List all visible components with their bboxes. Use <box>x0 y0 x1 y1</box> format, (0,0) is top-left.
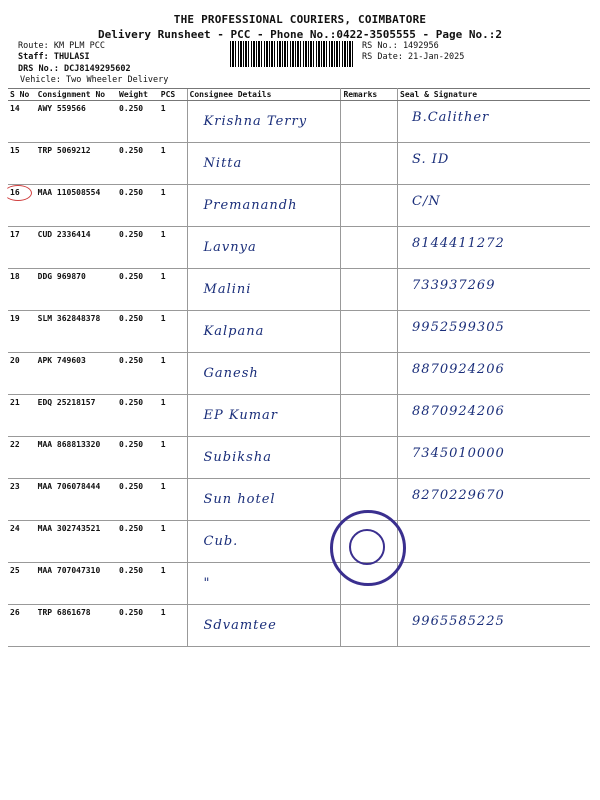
table-header-row <box>8 89 590 101</box>
row-remarks <box>341 395 398 437</box>
row-pcs: 1 <box>159 437 187 479</box>
row-signature <box>398 353 590 395</box>
handwritten-name: Sun hotel <box>203 492 276 507</box>
row-pcs: 1 <box>159 521 187 563</box>
handwritten-signature: 9965585225 <box>412 614 505 629</box>
row-pcs: 1 <box>159 311 187 353</box>
seal-inner-ring <box>349 529 385 565</box>
row-pcs: 1 <box>159 563 187 605</box>
row-remarks <box>341 101 398 143</box>
row-signature <box>398 185 590 227</box>
table-row <box>8 269 590 311</box>
row-consignee <box>187 437 341 479</box>
row-consignment: MAA 868813320 <box>36 437 117 479</box>
header-consignee: Consignee Details <box>187 89 341 101</box>
row-signature <box>398 101 590 143</box>
row-pcs: 1 <box>159 227 187 269</box>
handwritten-name: EP Kumar <box>203 408 278 423</box>
row-consignee <box>187 311 341 353</box>
row-weight: 0.250 <box>117 353 159 395</box>
barcode <box>230 41 355 67</box>
handwritten-name: Subiksha <box>203 450 272 465</box>
red-circle-mark <box>4 185 32 201</box>
row-sno: 26 <box>8 605 36 647</box>
row-consignee <box>187 395 341 437</box>
row-weight: 0.250 <box>117 101 159 143</box>
row-sno: 19 <box>8 311 36 353</box>
row-sno: 23 <box>8 479 36 521</box>
handwritten-signature: 9952599305 <box>412 320 505 335</box>
row-weight: 0.250 <box>117 143 159 185</box>
row-consignee <box>187 605 341 647</box>
row-consignment: AWY 559566 <box>36 101 117 143</box>
row-sno: 25 <box>8 563 36 605</box>
row-consignee <box>187 353 341 395</box>
row-consignment: SLM 362848378 <box>36 311 117 353</box>
row-weight: 0.250 <box>117 521 159 563</box>
row-sno: 15 <box>8 143 36 185</box>
handwritten-name: Malini <box>203 282 252 297</box>
row-consignment: TRP 6861678 <box>36 605 117 647</box>
row-signature <box>398 563 590 605</box>
company-title: THE PROFESSIONAL COURIERS, COIMBATORE <box>173 13 427 26</box>
runsheet-table <box>8 88 590 647</box>
table-row <box>8 479 590 521</box>
handwritten-name: Kalpana <box>203 324 265 339</box>
row-signature <box>398 227 590 269</box>
row-consignee <box>187 143 341 185</box>
row-weight: 0.250 <box>117 563 159 605</box>
row-sno: 18 <box>8 269 36 311</box>
row-signature <box>398 269 590 311</box>
row-sno: 16 <box>8 185 36 227</box>
row-remarks <box>341 227 398 269</box>
row-consignee <box>187 101 341 143</box>
header-pcs: PCS <box>159 89 187 101</box>
row-weight: 0.250 <box>117 185 159 227</box>
table-row <box>8 143 590 185</box>
table-row <box>8 101 590 143</box>
row-remarks <box>341 437 398 479</box>
table-row <box>8 605 590 647</box>
row-pcs: 1 <box>159 101 187 143</box>
vehicle: Vehicle: Two Wheeler Delivery <box>20 75 169 85</box>
row-consignment: CUD 2336414 <box>36 227 117 269</box>
row-signature <box>398 143 590 185</box>
handwritten-name: Ganesh <box>203 366 259 381</box>
handwritten-name: Nitta <box>203 156 243 171</box>
row-consignee <box>187 227 341 269</box>
row-pcs: 1 <box>159 353 187 395</box>
table-row <box>8 563 590 605</box>
staff: Staff: THULASI <box>18 52 90 62</box>
row-pcs: 1 <box>159 395 187 437</box>
handwritten-signature: 8870924206 <box>412 404 505 419</box>
route: Route: KM PLM PCC <box>18 41 105 51</box>
handwritten-name: Lavnya <box>203 240 257 255</box>
row-sno: 17 <box>8 227 36 269</box>
header-signature: Seal & Signature <box>398 89 590 101</box>
row-pcs: 1 <box>159 143 187 185</box>
table-row <box>8 185 590 227</box>
table-row <box>8 437 590 479</box>
row-pcs: 1 <box>159 605 187 647</box>
row-weight: 0.250 <box>117 437 159 479</box>
handwritten-name: Cub. <box>203 534 239 549</box>
row-remarks <box>341 143 398 185</box>
row-weight: 0.250 <box>117 227 159 269</box>
row-weight: 0.250 <box>117 269 159 311</box>
row-signature <box>398 521 590 563</box>
row-consignee <box>187 269 341 311</box>
runsheet-title: Delivery Runsheet - PCC - Phone No.:0422-3505555 - Page No.:2 <box>98 28 502 41</box>
row-pcs: 1 <box>159 269 187 311</box>
row-consignment: APK 749603 <box>36 353 117 395</box>
row-remarks <box>341 605 398 647</box>
row-consignment: MAA 706078444 <box>36 479 117 521</box>
handwritten-signature: B.Calither <box>412 110 490 125</box>
row-consignment: EDQ 25218157 <box>36 395 117 437</box>
bank-seal-stamp <box>330 510 406 586</box>
handwritten-name: Krishna Terry <box>203 114 308 129</box>
rs-number: RS No.: 1492956 <box>362 41 439 51</box>
handwritten-signature: S. ID <box>412 152 450 167</box>
row-sno: 21 <box>8 395 36 437</box>
table-row <box>8 521 590 563</box>
table-row <box>8 311 590 353</box>
handwritten-name: Sdvamtee <box>203 618 277 633</box>
row-consignment: MAA 707047310 <box>36 563 117 605</box>
row-remarks <box>341 185 398 227</box>
handwritten-signature: 8270229670 <box>412 488 505 503</box>
handwritten-name: Premanandh <box>203 198 298 213</box>
row-signature <box>398 311 590 353</box>
rs-date: RS Date: 21-Jan-2025 <box>362 52 465 62</box>
header-remarks: Remarks <box>341 89 398 101</box>
header-weight: Weight <box>117 89 159 101</box>
row-sno: 20 <box>8 353 36 395</box>
row-sno: 24 <box>8 521 36 563</box>
row-consignee <box>187 185 341 227</box>
row-consignee <box>187 563 341 605</box>
row-consignment: MAA 110508554 <box>36 185 117 227</box>
row-remarks <box>341 353 398 395</box>
row-consignment: DDG 969870 <box>36 269 117 311</box>
handwritten-signature: C/N <box>412 194 441 209</box>
handwritten-signature: 8870924206 <box>412 362 505 377</box>
row-remarks <box>341 269 398 311</box>
row-weight: 0.250 <box>117 479 159 521</box>
header-consignment: Consignment No <box>36 89 117 101</box>
handwritten-signature: 733937269 <box>412 278 496 293</box>
row-sno: 14 <box>8 101 36 143</box>
row-pcs: 1 <box>159 479 187 521</box>
row-weight: 0.250 <box>117 605 159 647</box>
row-signature <box>398 395 590 437</box>
row-consignment: MAA 302743521 <box>36 521 117 563</box>
table-row <box>8 353 590 395</box>
row-signature <box>398 605 590 647</box>
row-weight: 0.250 <box>117 311 159 353</box>
table-row <box>8 395 590 437</box>
row-consignee <box>187 479 341 521</box>
drs-number: DRS No.: DCJ8149295602 <box>18 64 131 74</box>
row-weight: 0.250 <box>117 395 159 437</box>
row-pcs: 1 <box>159 185 187 227</box>
row-signature <box>398 479 590 521</box>
row-remarks <box>341 311 398 353</box>
header-sno: S No <box>8 89 36 101</box>
handwritten-signature: 8144411272 <box>412 236 505 251</box>
handwritten-name: " <box>203 576 211 591</box>
row-consignment: TRP 5069212 <box>36 143 117 185</box>
row-sno: 22 <box>8 437 36 479</box>
handwritten-signature: 7345010000 <box>412 446 505 461</box>
table-row <box>8 227 590 269</box>
row-signature <box>398 437 590 479</box>
row-consignee <box>187 521 341 563</box>
